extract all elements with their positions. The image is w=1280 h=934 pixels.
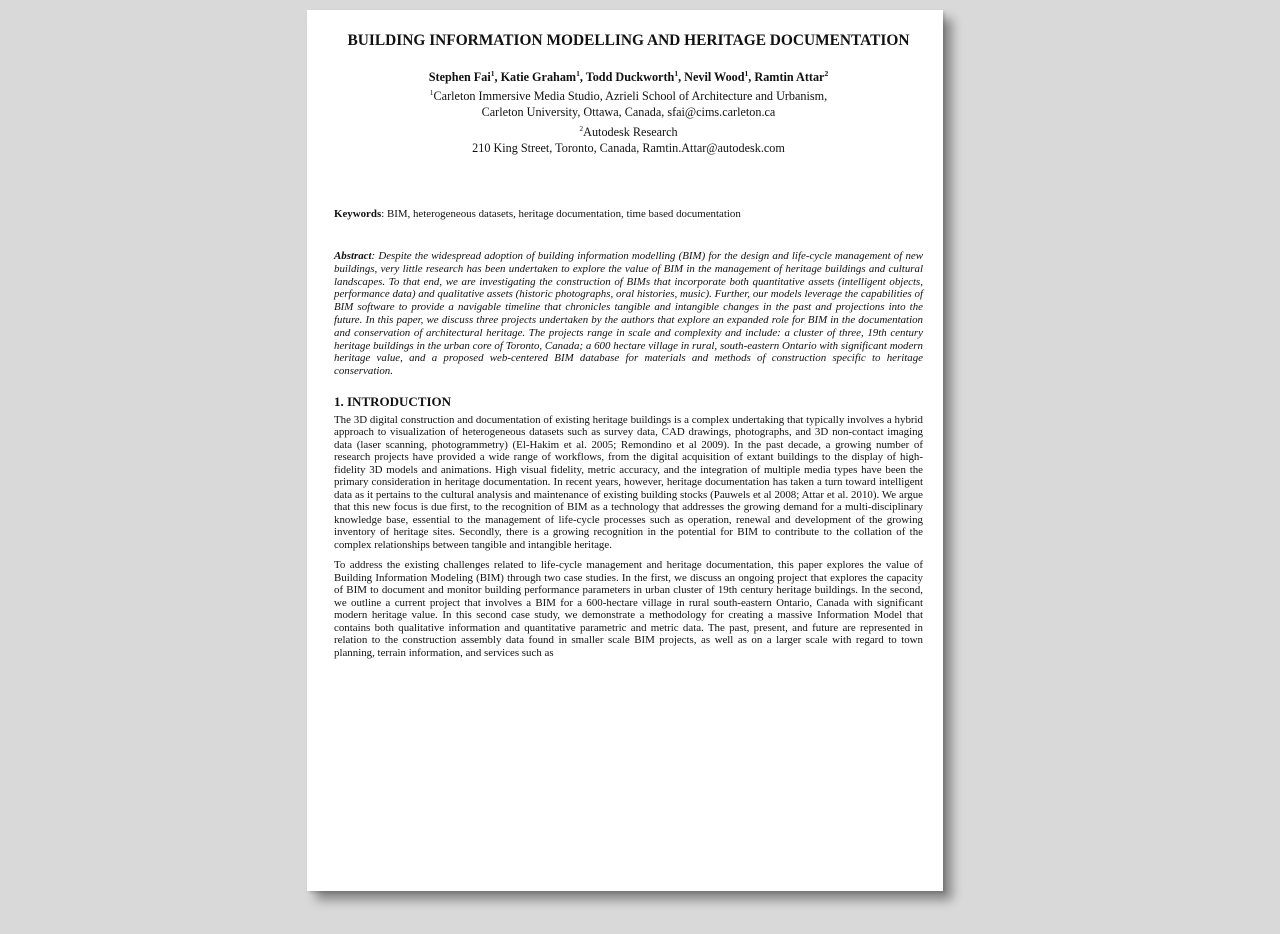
abstract [334, 250, 923, 378]
affiliation-line: Carleton University, Ottawa, Canada, sfai@cims.carleton.ca [481, 105, 776, 119]
affiliation-mark: 2 [824, 68, 829, 78]
affiliation-mark: 1 [744, 68, 749, 78]
affiliation-mark: 1 [429, 87, 434, 97]
author-separator: , [494, 70, 501, 84]
paper-page [307, 10, 943, 891]
affiliation-mark: 2 [579, 123, 584, 133]
keywords-label: Keywords [334, 208, 382, 220]
abstract-text: : Despite the widespread adoption of building information modelling (BIM) for the design and life-cycle management of new buildings, very little research has been undertaken to explore the value of BIM in the management of heritage buildings and cultural landscapes. To that end, we are investigating the construction of BIMs that incorporate both quantitative assets (intelligent objects, performance data) and qualitative assets (historic photographs, oral histories, music). Further, our models leverage the capabilities of BIM software to provide a navigable timeline that chronicles tangible and intangible changes in the past and projections into the future. In this paper, we discuss three projects undertaken by the authors that explore an expanded role for BIM in the documentation and conservation of architectural heritage. The projects range in scale and complexity and include: a cluster of three, 19th century heritage buildings in the urban core of Toronto, Canada; a 600 hectare village in rural, south-eastern Ontario with significant modern heritage value, and a proposed web-centered BIM database for materials and methods of construction specific to heritage conservation. [334, 250, 923, 378]
paper-title: BUILDING INFORMATION MODELLING AND HERITAGE DOCUMENTATION [347, 32, 910, 49]
affiliation-2 [334, 124, 923, 156]
keywords-text: : BIM, heterogeneous datasets, heritage documentation, time based documentation [381, 208, 741, 220]
author-list [334, 70, 923, 84]
author-name: Stephen Fai [428, 70, 491, 84]
author-separator: , [748, 70, 755, 84]
body-paragraph: The 3D digital construction and documentation of existing heritage buildings is a complex undertaking that typically involves a hybrid approach to visualization of heterogeneous datasets such as survey data, CAD drawings, photographs, and 3D non-contact imaging data (laser scanning, photogrammetry) (El-Hakim et al. 2005; Remondino et al 2009). In the past decade, a growing number of research projects have provided a wide range of workflows, from the digital acquisition of extant buildings to the display of high-fidelity 3D models and animations. High visual fidelity, metric accuracy, and the integration of multiple media types have been the primary consideration in heritage documentation. In recent years, however, heritage documentation has taken a turn toward intelligent data as it pertains to the cultural analysis and maintenance of existing building stocks (Pauwels et al 2008; Attar et al. 2010). We argue that this new focus is due first, to the recognition of BIM as a technology that addresses the growing demand for a multi-disciplinary knowledge base, essential to the management of life-cycle processes such as operation, renewal and development of the growing inventory of heritage sites. Secondly, there is a growing recognition in the potential for BIM to contribute to the collation of the complex relationships between tangible and intangible heritage. [334, 413, 923, 551]
affiliation-mark: 1 [576, 68, 580, 78]
author-name: Katie Graham [500, 70, 577, 84]
affiliation-1 [334, 88, 923, 120]
affiliation-line: Carleton Immersive Media Studio, Azrieli School of Architecture and Urbanism, [433, 89, 828, 103]
author-name: Todd Duckworth [585, 70, 675, 84]
abstract-label: Abstract [334, 250, 372, 262]
author-separator: , [678, 70, 685, 84]
author-name: Ramtin Attar [754, 70, 825, 84]
keywords [334, 208, 923, 221]
affiliation-line: Autodesk Research [583, 125, 678, 139]
author-name: Nevil Wood [684, 70, 745, 84]
affiliation-mark: 1 [490, 68, 495, 78]
author-separator: , [579, 70, 586, 84]
body-paragraph: To address the existing challenges related to life-cycle management and heritage documentation, this paper explores the value of Building Information Modeling (BIM) through two case studies. In the first, we discuss an ongoing project that explores the capacity of BIM to document and monitor building performance parameters in urban cluster of 19th century heritage buildings. In the second, we outline a current project that involves a BIM for a 600-hectare village in rural south-eastern Ontario, Canada with significant modern heritage value. In this second case study, we demonstrate a methodology for creating a massive Information Model that contains both qualitative information and quantitative parametric and metric data. The past, present, and future are represented in relation to the construction assembly data found in smaller scale BIM projects, as well as on a larger scale with regard to town planning, terrain information, and services such as [334, 559, 923, 659]
affiliation-line: 210 King Street, Toronto, Canada, Ramtin.Attar@autodesk.com [472, 141, 785, 155]
section-heading: 1. INTRODUCTION [334, 393, 452, 409]
affiliation-mark: 1 [674, 68, 679, 78]
